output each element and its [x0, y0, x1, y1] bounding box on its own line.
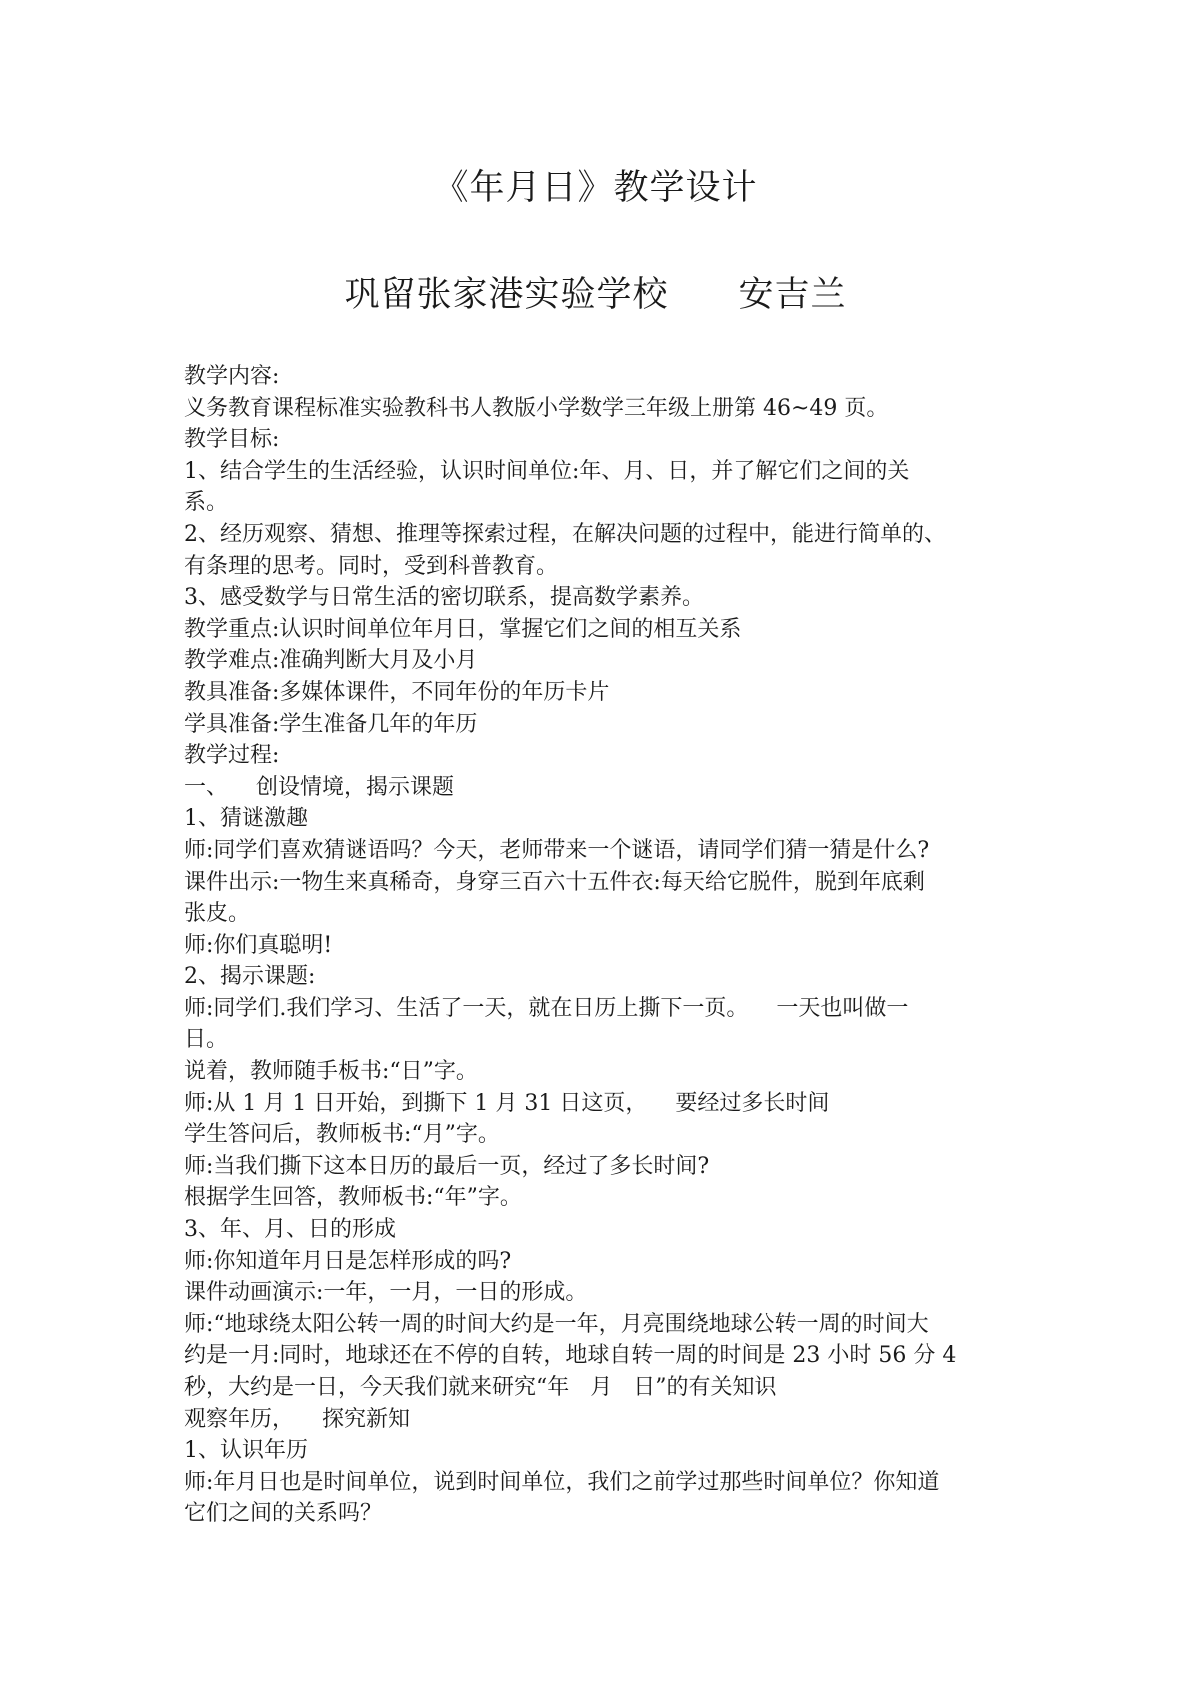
text-line: 3、年、月、日的形成 [184, 1217, 396, 1243]
text-line: 教具准备:多媒体课件，不同年份的年历卡片 [184, 679, 610, 705]
text-line: 师:从 1 月 1 日开始，到撕下 1 月 31 日这页， 要经过多长时间 [184, 1090, 830, 1116]
text-line: 1、结合学生的生活经验，认识时间单位:年、月、日，并了解它们之间的关 [184, 458, 910, 484]
text-line: 有条理的思考。同时，受到科普教育。 [184, 553, 559, 579]
text-line: 它们之间的关系吗？ [184, 1501, 383, 1527]
document-title: 《年月日》教学设计 [433, 168, 758, 208]
text-line: 师:“地球绕太阳公转一周的时间大约是一年，月亮围绕地球公转一周的时间大 [184, 1311, 929, 1337]
text-line: 义务教育课程标准实验教科书人教版小学数学三年级上册第 46~49 页。 [184, 395, 889, 421]
text-line: 教学难点:准确判断大月及小月 [184, 648, 478, 674]
author-line [0, 273, 1191, 317]
text-line: 2、经历观察、猜想、推理等探索过程，在解决问题的过程中，能进行简单的、 [184, 521, 946, 547]
text-line: 约是一月:同时，地球还在不停的自转，地球自转一周的时间是 23 小时 56 分 4 [184, 1343, 957, 1369]
text-line: 师:同学们.我们学习、生活了一天，就在日历上撕下一页。 一天也叫做一 [184, 995, 909, 1021]
document-body [184, 361, 1024, 1530]
text-line: 师:你们真聪明! [184, 932, 333, 958]
text-line: 学具准备:学生准备几年的年历 [184, 711, 478, 737]
text-line: 根据学生回答，教师板书:“年”字。 [184, 1185, 522, 1211]
text-line: 日。 [184, 1027, 229, 1053]
text-line: 1、认识年历 [184, 1438, 308, 1464]
text-line: 教学内容: [184, 364, 280, 389]
text-line: 师:年月日也是时间单位，说到时间单位，我们之前学过那些时间单位？你知道 [184, 1469, 940, 1495]
text-line: 观察年历， 探究新知 [184, 1406, 410, 1432]
text-line: 3、感受数学与日常生活的密切联系，提高数学素养。 [184, 585, 704, 611]
text-line: 师:同学们喜欢猜谜语吗？今天，老师带来一个谜语，请同学们猜一猜是什么? [184, 837, 930, 863]
text-line: 师:当我们撕下这本日历的最后一页，经过了多长时间? [184, 1153, 710, 1179]
text-line: 1、猜谜激趣 [184, 806, 308, 832]
author-name: 安吉兰 [738, 275, 847, 315]
text-line: 2、揭示课题: [184, 964, 316, 990]
school-name: 巩留张家港实验学校 [344, 275, 669, 315]
text-line: 课件出示:一物生来真稀奇，身穿三百六十五件衣:每天给它脱件，脱到年底剩 [184, 869, 925, 895]
text-line: 课件动画演示:一年，一月，一日的形成。 [184, 1280, 588, 1306]
text-line: 秒，大约是一日，今天我们就来研究“年 月 日”的有关知识 [184, 1375, 777, 1400]
text-line: 师:你知道年月日是怎样形成的吗? [184, 1248, 512, 1274]
text-line: 教学目标: [184, 427, 280, 453]
text-line: 系。 [184, 490, 229, 516]
text-line: 一、 创设情境，揭示课题 [184, 774, 454, 800]
text-line: 张皮。 [184, 901, 251, 927]
text-line: 学生答问后，教师板书:“月”字。 [184, 1122, 500, 1148]
text-line: 说着，教师随手板书:“日”字。 [184, 1059, 478, 1085]
text-line: 教学过程: [184, 743, 280, 769]
text-line: 教学重点:认识时间单位年月日，掌握它们之间的相互关系 [184, 616, 742, 642]
